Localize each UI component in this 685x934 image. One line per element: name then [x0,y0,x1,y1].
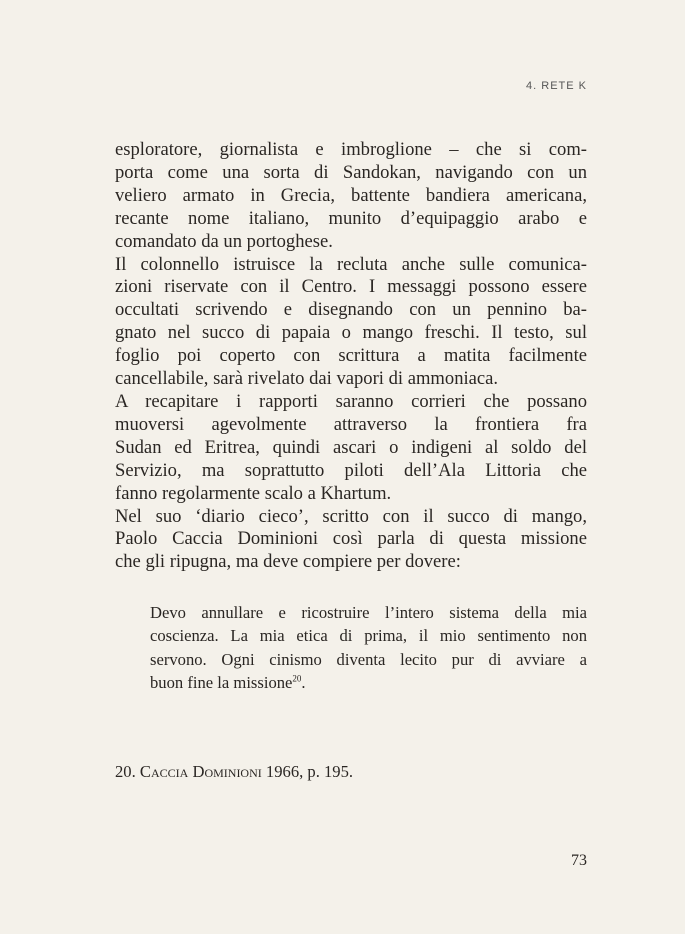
body-line: muoversi agevolmente attraverso la frontiera fra [115,413,587,435]
body-line: veliero armato in Grecia, battente bandiera americana, [115,184,587,206]
footnote [115,762,353,782]
body-line: fanno regolarmente scalo a Khartum. [115,482,392,504]
footnote-reference[interactable]: 20 [292,673,302,684]
running-head: 4. RETE K [526,80,587,92]
quote-last-line-text: buon fine la missione [150,672,293,692]
footnote-citation: 1966, p. 195. [265,762,354,781]
quote-line: servono. Ogni cinismo diventa lecito pur di avviare a [150,649,587,669]
body-line: Sudan ed Eritrea, quindi ascari o indigeni al soldo del [115,436,587,458]
body-line: gnato nel succo di papaia o mango freschi. Il testo, sul [115,322,587,344]
body-line: recante nome italiano, munito d’equipaggio arabo e [115,207,587,229]
body-line: Paolo Caccia Dominioni così parla di questa missione [115,528,587,550]
block-quote [150,601,587,694]
body-line: cancellabile, sarà rivelato dai vapori di ammoniaca. [115,368,499,390]
body-line: foglio poi coperto con scrittura a matita facilmente [115,345,587,367]
quote-last-line [150,671,587,694]
quote-line: Devo annullare e ricostruire l’intero sistema della mia [150,603,587,622]
body-line: zioni riservate con il Centro. I messaggi possono essere [115,276,587,298]
page-number: 73 [571,852,587,869]
body-text [115,139,587,574]
body-line: Nel suo ‘diario cieco’, scritto con il succo di mango, [115,505,587,527]
footnote-number: 20. [115,762,136,781]
footnote-author: Caccia Dominioni [139,762,262,781]
quote-line: coscienza. La mia etica di prima, il mio sentimento non [150,626,587,646]
body-line: esploratore, giornalista e imbroglione – che si com- [115,139,587,160]
body-line: Il colonnello istruisce la recluta anche sulle comunica- [115,253,587,275]
quote-last-punct: . [301,672,306,692]
body-line: Servizio, ma soprattutto piloti dell’Ala Littoria che [115,459,587,481]
body-line: occultati scrivendo e disegnando con un pennino ba- [115,299,587,321]
body-line: che gli ripugna, ma deve compiere per dovere: [115,551,461,573]
body-line: porta come una sorta di Sandokan, navigando con un [115,161,587,183]
body-line: A recapitare i rapporti saranno corrieri che possano [115,390,587,412]
body-line: comandato da un portoghese. [115,230,333,252]
